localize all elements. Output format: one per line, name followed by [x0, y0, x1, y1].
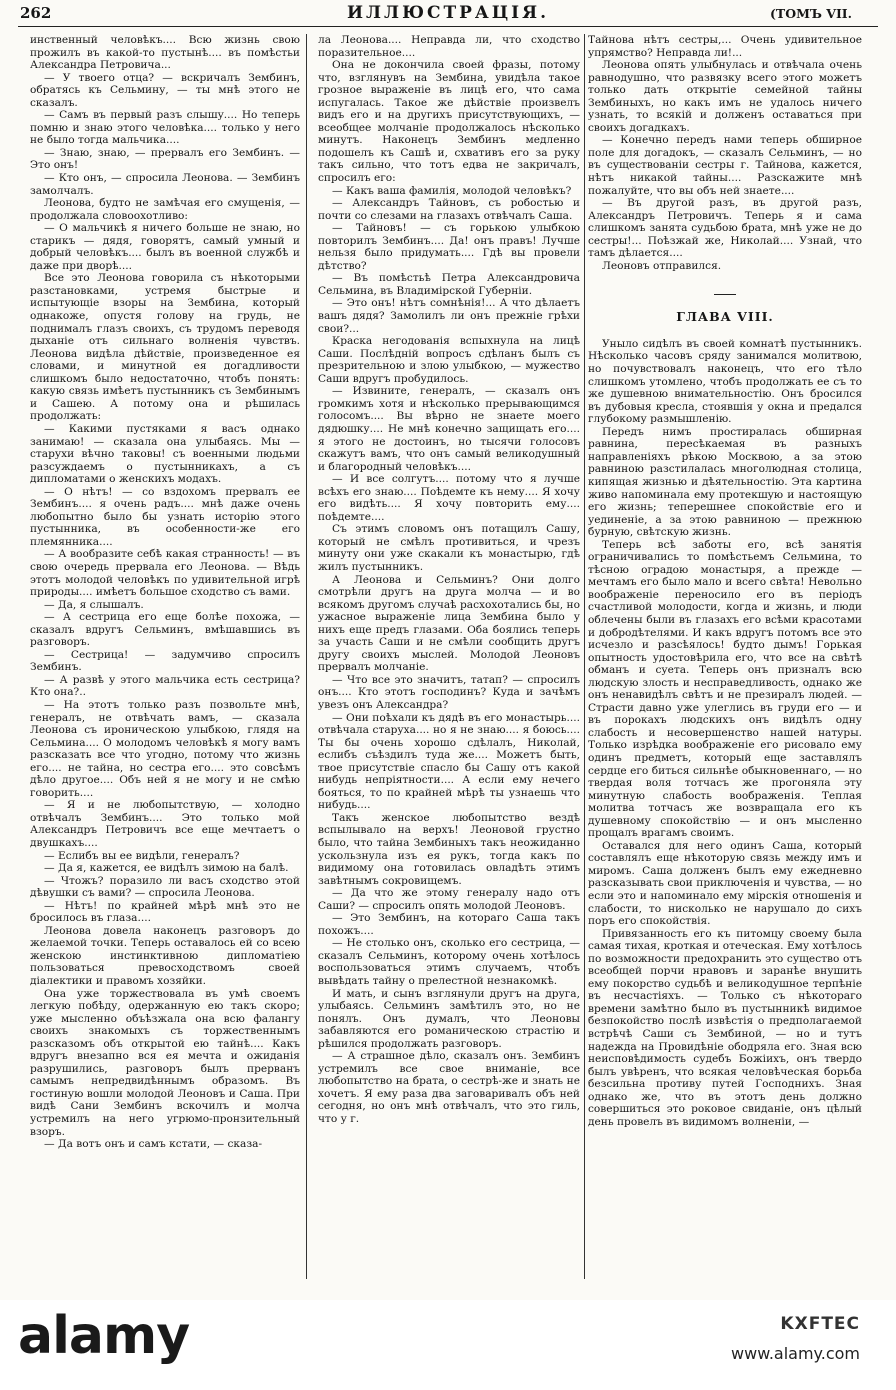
paragraph: — Это Зембинъ, на котораго Саша такъ похожъ.... — [318, 912, 580, 937]
paragraph: — Я и не любопытствую, — холодно отвѣчалъ Зембинъ.... Это только мой Александръ Петровичъ все еще мечтаетъ о двушкахъ.... — [30, 799, 300, 849]
paragraph: Леонова опять улыбнулась и отвѣчала очень равнодушно, что развязку всего этого можетъ только дать открытіе семейной тайны Зембиныхъ, но какъ имъ не удалось ничего узнать, то всякій и долженъ оставаться при своихъ догадкахъ. — [588, 59, 862, 134]
paragraph: Краска негодованія вспыхнула на лицѣ Саши. Послѣдній вопросъ сдѣланъ былъ съ презрительною и злою улыбкою, — мужество Саши вдругъ пробудилось. — [318, 335, 580, 385]
paragraph: Тайнова нѣтъ сестры,... Очень удивительное упрямство? Неправда ли!... — [588, 34, 862, 59]
paragraph: Теперь всѣ заботы его, всѣ занятія ограничивались то помѣстьемъ Сельмина, то тѣсною оградою монастыря, а прежде — мечтамъ его было мало и всего свѣта! Невольно воображеніе переносило его въ періодъ счастливой молодости, когда и жизнь, и люди облечены были въ глазахъ его всѣми красотами и добродѣтелями. И какъ вдругъ потомъ все это исчезло и разсѣялось! будто дымъ! Горькая опытность удостовѣрила его, что все на свѣтѣ обманъ и суета. Теперь онъ призналъ всю людскую злость и несправедливость, однако же онъ ненавидѣлъ свѣтъ и не презиралъ людей. — Страсти давно уже улеглись въ груди его — и въ порокахъ людскихъ онъ видѣлъ одну слабость и несовершенство нашей натуры. Только изрѣдка воображеніе его рисовало ему одинъ предметъ, который еще заставлялъ сердце его биться сильнѣе обыкновеннаго, — но твердая воля тотчасъ же прогоняла эту минутную слабость воображенія. Теплая молитва тотчасъ же возвращала его къ душевному спокойствію — и онъ мысленно прощалъ врагамъ своимъ. — [588, 538, 862, 840]
paragraph: — И все солгутъ.... потому что я лучше всѣхъ его знаю.... Поѣдемте къ нему.... Я хочу его видѣть.... Я хочу повторить ему.... поѣдемте.... — [318, 473, 580, 523]
paragraph: — Какъ ваша фамилія, молодой человѣкъ? — [332, 184, 572, 197]
paragraph: — О мальчикѣ я ничего больше не знаю, но старикъ — дядя, говорятъ, самый умный и добрый человѣкъ.... былъ въ военной службѣ и даже при дворѣ.... — [30, 222, 300, 272]
paragraph: ла Леонова.... Неправда ли, что сходство поразительное.... — [318, 34, 580, 59]
paragraph: — Конечно передъ нами теперь обширное поле для догадокъ, — сказалъ Сельминъ, — но въ существованіи сестры г. Тайнова, кажется, нѣтъ никакой тайны.... Разскажите мнѣ пожалуйте, что вы объ ней знаете.... — [588, 134, 862, 197]
paragraph: — Нѣтъ! по крайней мѣрѣ мнѣ это не бросилось въ глаза.... — [30, 899, 300, 925]
paragraph: — Не столько онъ, сколько его сестрица, — сказалъ Сельминъ, которому очень хотѣлось воспользоваться этимъ случаемъ, чтобъ вывѣдать тайну о прелестной незнакомкѣ. — [318, 937, 580, 988]
pre-chapter-text — [588, 34, 862, 272]
text-column-2 — [318, 34, 580, 1279]
volume-label: (ТОМЪ VII. — [770, 6, 852, 21]
paragraph: Леоновъ отправился. — [602, 259, 722, 272]
paragraph: — У твоего отца? — вскричалъ Зембинъ, обратясь къ Сельмину, — ты мнѣ этого не сказалъ. — [30, 71, 300, 109]
paragraph: — А страшное дѣло, сказалъ онъ. Зембинъ устремилъ все свое вниманіе, все любопытство на брата, о сестрѣ-же и знать не хочетъ. Я ему раза два заговаривалъ объ ней сегодня, но онъ мнѣ отвѣчалъ, что это гиль, что у г. — [318, 1050, 580, 1126]
paragraph: инственный человѣкъ.... Всю жизнь свою прожилъ въ какой-то пустынѣ.... въ помѣстьи Александра Петровича... — [30, 34, 300, 72]
paragraph: — Чтожъ? поразило ли васъ сходство этой дѣвушки съ вами? — спросила Леонова. — [30, 874, 300, 900]
paragraph: Она уже торжествовала въ умѣ своемъ легкую побѣду, одержанную ею такъ скоро; уже мысленно объѣзжала она всю фалангу своихъ знакомыхъ съ торжественнымъ разсказомъ объ открытой ею тайнѣ.... Какъ вдругъ внезапно вся ея мечта и ожиданія разрушились, разговоръ былъ прерванъ самымъ непредвидѣннымъ образомъ. Въ гостиную вошли молодой Леоновъ и Саша. При видѣ Сани Зембинъ вскочилъ и молча устремилъ на него угрюмо-пронзительный взоръ. — [30, 987, 300, 1138]
paragraph: Передъ нимъ простиралась обширная равнина, пересѣкаемая въ разныхъ направленіяхъ рѣкою Москвою, а за этою равниною разстилалась многолюдная столица, кипящая жизнью и дѣятельностію. Эта картина живо напоминала ему протекшую и настоящую его жизнь; теперешнее спокойствіе его и уединеніе, а за этою равниною — прежнюю бурную, свѣтскую жизнь. — [588, 425, 862, 539]
paragraph: — Еслибъ вы ее видѣли, генералъ? — [44, 849, 240, 862]
paragraph: — А развѣ у этого мальчика есть сестрица? Кто она?.. — [30, 673, 300, 699]
paragraph: — А сестрица его еще болѣе похожа, — сказалъ вдругъ Сельминъ, вмѣшавшись въ разговоръ. — [30, 611, 300, 649]
brand-logo: alamy — [18, 1306, 190, 1366]
column-divider — [306, 34, 307, 1279]
paragraph: — Тайновъ! — съ горькою улыбкою повторилъ Зембинъ.... Да! онъ правъ! Лучше нельзя было придумать.... Гдѣ вы провели дѣтство? — [318, 222, 580, 272]
paragraph: — Сестрица! — задумчиво спросилъ Зембинъ. — [30, 648, 300, 674]
paragraph: Все это Леонова говорила съ нѣкоторыми разстановками, устремя быстрые и испытующіе взоры на Зембина, который однакоже, опустя голову на грудь, не поднималъ глазъ своихъ, съ трудомъ переводя дыханіе отъ сильнаго волненія чувствъ. Леонова видѣла дѣйствіе, произведенное ея словами, и минутной ея догадливости слишкомъ было недостаточно, чтобъ понять: какую связь имѣетъ пустынникъ съ Зембинымъ и Сашею. А потому она и рѣшилась продолжать: — [30, 272, 300, 423]
paragraph: — Александръ Тайновъ, съ робостью и почти со слезами на глазахъ отвѣчалъ Саша. — [318, 197, 580, 222]
paragraph: Леонова довела наконецъ разговоръ до желаемой точки. Теперь оставалось ей со всею женскою инстинктивною дипломатіею пользоваться превосходствомъ своей діалектики и правомъ хозяйки. — [30, 924, 300, 988]
paragraph: Она не докончила своей фразы, потому что, взглянувъ на Зембина, увидѣла такое грозное выраженіе въ лицѣ его, что сама испугалась. Такое же дѣйствіе произвелъ видъ его и на другихъ присутствующихъ, — всеобщее молчаніе продолжалось нѣсколько минутъ. Наконецъ Зембинъ медленно подошелъ къ Сашѣ и, схвативъ его за руку такъ сильно, что тотъ едва не закричалъ, спросилъ его: — [318, 59, 580, 185]
paragraph: — Въ помѣстьѣ Петра Александровича Сельмина, въ Владимірской Губерніи. — [318, 272, 580, 297]
header-rule — [18, 26, 878, 27]
paragraph: — Да вотъ онъ и самъ кстати, — сказа- — [44, 1138, 263, 1151]
paragraph: — Это онъ! нѣтъ сомнѣнія!... А что дѣлаетъ вашъ дядя? Замолилъ ли онъ прежніе грѣхи свои?... — [318, 297, 580, 335]
paragraph: — На этотъ только разъ позвольте мнѣ, генералъ, не отвѣчать вамъ, — сказала Леонова съ ироническою улыбкою, глядя на Сельмина.... О молодомъ человѣкѣ я могу вамъ разсказать все что угодно, потому что жизнь его.... не тайна, но сестра его.... это совсѣмъ дѣло другое.... Объ ней я не могу и не смѣю говорить.... — [30, 698, 300, 799]
paragraph: — Знаю, знаю, — прервалъ его Зембинъ. — Это онъ! — [30, 146, 300, 172]
paragraph: — Самъ въ первый разъ слышу.... Но теперь помню и знаю этого человѣка.... только у него не было тогда мальчика.... — [30, 109, 300, 147]
paragraph: — Да, я слышалъ. — [44, 598, 144, 611]
paragraph: — Что все это значитъ, татап? — спросилъ онъ.... Кто этотъ господинъ? Куда и зачѣмъ увезъ онъ Александра? — [318, 673, 580, 711]
paragraph: — Извините, генералъ, — сказалъ онъ громкимъ хотя и нѣсколько прерывающимся голосомъ.... Вы вѣрно не знаете моего дядюшку.... Не мнѣ конечно защищать его.... я этого не достоинъ, но тысячи голосовъ скажутъ вамъ, что онъ самый великодушный и благородный человѣкъ.... — [318, 385, 580, 473]
page-number: 262 — [20, 4, 52, 22]
watermark-footer — [0, 1300, 896, 1390]
paragraph: — Какими пустяками я васъ однако занимаю! — сказала она улыбаясь. Мы — старухи вѣчно таковы! съ военными людьми разсуждаемъ о пустынникахъ, а съ дипломатами о женскихъ модахъ. — [30, 422, 300, 486]
paragraph: — Въ другой разъ, въ другой разъ, Александръ Петровичъ. Теперь я и сама слишкомъ занята судьбою брата, мнѣ уже не до сестры!... Поѣзжай же, Николай.... Узнай, что тамъ дѣлается.... — [588, 197, 862, 260]
text-column-1 — [30, 34, 300, 1279]
site-url: www.alamy.com — [731, 1344, 860, 1363]
text-column-3 — [588, 34, 862, 1279]
image-id: KXFTEC — [780, 1314, 860, 1334]
journal-title: ИЛЛЮСТРАЦІЯ. — [346, 3, 550, 23]
paragraph: Съ этимъ словомъ онъ потащилъ Сашу, который не смѣлъ противиться, и чрезъ минуту они уже скакали къ монастырю, гдѣ жилъ пустынникъ. — [318, 523, 580, 573]
paragraph: Такъ женское любопытство вездѣ вспылывало на верхъ! Леоновой грустно было, что тайна Зембиныхъ такъ неожиданно ускользнула изъ ея рукъ, тогда какъ по видимому она готовилась овладѣть этимъ завѣтнымъ сокровищемъ. — [318, 811, 580, 887]
paragraph: Уныло сидѣлъ въ своей комнатѣ пустынникъ. Нѣсколько часовъ сряду занимался молитвою, но почувствовалъ наконецъ, что его тѣло слишкомъ утомлено, чтобъ продолжать ее съ то же душевною внимательностію. Онъ бросился въ дубовыя кресла, стоявшія у окна и предался глубокому размышленію. — [588, 337, 862, 426]
paragraph: Оставался для него одинъ Саша, который составлялъ еще нѣкоторую связь между имъ и миромъ. Саша долженъ былъ ему ежедневно разсказывать свои приключенія и чувства, — но если это и напоминало ему мірскія отношенія и слабости, то нисколько не нарушало до сихъ поръ его спокойствія. — [588, 839, 862, 928]
paragraph: — А вообразите себѣ какая странность! — въ свою очередь прервала его Леонова. — Вѣдь этотъ молодой человѣкъ по удивительной игрѣ природы.... имѣетъ большое сходство съ вами. — [30, 548, 300, 599]
chapter-text — [588, 338, 862, 1128]
paragraph: — О нѣтъ! — со вздохомъ прервалъ ее Зембинъ.... я очень радъ.... мнѣ даже очень любопытно было бы узнать исторію этого пустынника, въ особенности-же его племянника.... — [30, 485, 300, 548]
chapter-heading: ГЛАВА VIII. — [676, 309, 774, 325]
paragraph: — Да что же этому генералу надо отъ Саши? — спросилъ опять молодой Леоновъ. — [318, 887, 580, 912]
paragraph: Леонова, будто не замѣчая его смущенія, — продолжала словоохотливо: — [30, 197, 300, 222]
paragraph: И мать, и сынъ взглянули другъ на друга, улыбаясь. Сельминъ замѣтилъ это, но не понялъ. Онъ думалъ, что Леоновы забавляются его романическою страстію и рѣшился продолжать разговоръ. — [318, 987, 580, 1050]
paragraph: — Они поѣхали къ дядѣ въ его монастырь.... отвѣчала старуха.... но я не знаю.... я боюсь.... Ты бы очень хорошо сдѣлалъ, Николай, еслибъ съѣздилъ туда же.... Можетъ быть, твое присутствіе спасло бы Сашу отъ какой нибудь непріятности.... А если ему нечего бояться, то по крайней мѣрѣ ты узнаешь что нибудь.... — [318, 711, 580, 812]
paragraph: — Да я, кажется, ее видѣлъ зимою на балѣ. — [44, 862, 289, 875]
paragraph: — Кто онъ, — спросила Леонова. — Зембинъ замолчалъ. — [30, 172, 300, 197]
paragraph: Привязанность его къ питомцу своему была самая тихая, кроткая и отеческая. Ему хотѣлось по возможности предохранить это существо отъ всеобщей порчи нравовъ и заранѣе внушить ему покорство судьбѣ и великодушное терпѣніе въ несчастіяхъ. — Только съ нѣкотораго времени замѣтно было въ пустынникѣ видимое безпокойство послѣ извѣстія о предполагаемой встрѣчѣ Саши съ Зембиной, — но и тутъ надежда на Провидѣніе ободряла его. Зная всю неисповѣдимость судебъ Божіихъ, онъ твердо былъ увѣренъ, что всякая человѣческая борьба безсильна противу путей Господнихъ. Зная однако же, что въ этотъ день должно совершиться это роковое свиданіе, онъ цѣлый день провелъ въ видимомъ волненіи, — — [588, 927, 862, 1128]
column-divider — [584, 34, 585, 1279]
section-separator — [714, 294, 736, 295]
paragraph: А Леонова и Сельминъ? Они долго смотрѣли другъ на друга молча — и во всякомъ другомъ случаѣ расхохотались бы, но ужасное выраженіе лица Зембина было у нихъ еще предъ глазами. Оба боялись теперь за участь Саши и не смѣли сообщить другъ другу своихъ мыслей. Молодой Леоновъ прервалъ молчаніе. — [318, 573, 580, 674]
